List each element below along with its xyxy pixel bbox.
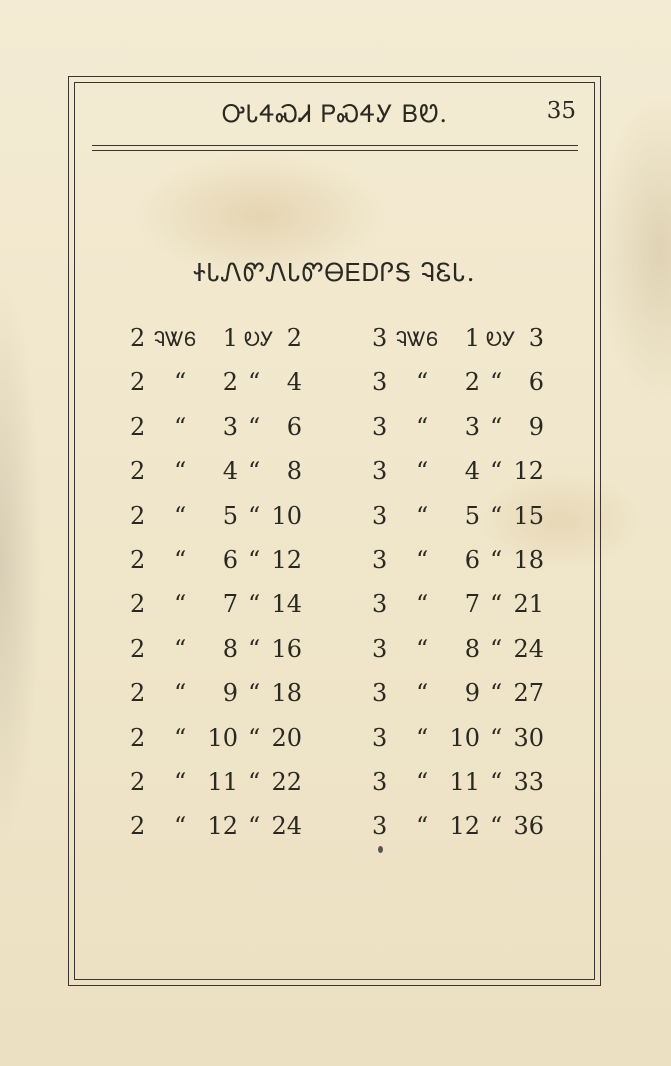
- times-word: “: [416, 368, 429, 397]
- multiplicand: 3: [372, 679, 388, 708]
- product: 24: [271, 812, 302, 841]
- times-word: “: [174, 634, 187, 663]
- times-word: “: [174, 501, 187, 530]
- multiplicand: 3: [372, 368, 388, 397]
- multiplicand: 2: [130, 412, 146, 441]
- product: 14: [271, 590, 302, 619]
- equals-word: “: [490, 457, 503, 486]
- product: 20: [271, 723, 302, 752]
- running-head: [92, 96, 578, 136]
- times-word: “: [174, 812, 187, 841]
- multiplier: 2: [464, 368, 480, 397]
- header-rule: [92, 145, 578, 146]
- equals-word: “: [248, 812, 261, 841]
- multiplicand: 3: [372, 324, 388, 352]
- equals-word: “: [490, 412, 503, 441]
- multiplicand: 2: [130, 590, 146, 619]
- product: 3: [528, 324, 544, 352]
- running-title: ᎤᏓᏎᏍᏗ ᏢᏍᏎᎩ ᏴᏬ.: [221, 100, 449, 128]
- multiplicand: 2: [130, 723, 146, 752]
- times-word: “: [416, 634, 429, 663]
- multiplicand: 2: [130, 634, 146, 663]
- multiplicand: 2: [130, 368, 146, 397]
- header-rule: [92, 150, 578, 151]
- product: 33: [513, 767, 544, 796]
- equals-word: “: [490, 634, 503, 663]
- product: 24: [513, 634, 544, 663]
- multiplier: 10: [207, 723, 238, 752]
- equals-word: “: [248, 590, 261, 619]
- multiplier: 7: [464, 590, 480, 619]
- product: 6: [528, 368, 544, 397]
- times-word: ᎸᏔᏮ: [154, 327, 197, 351]
- equals-word: “: [248, 723, 261, 752]
- multiplier: 11: [449, 767, 480, 796]
- multiplicand: 3: [372, 501, 388, 530]
- times-word: “: [174, 368, 187, 397]
- times-word: “: [416, 545, 429, 574]
- times-word: “: [174, 412, 187, 441]
- multiplicand: 3: [372, 545, 388, 574]
- multiplier: 12: [207, 812, 238, 841]
- product: 8: [286, 457, 302, 486]
- product: 10: [271, 501, 302, 530]
- equals-word: “: [248, 545, 261, 574]
- times-word: “: [416, 412, 429, 441]
- times-word: “: [174, 679, 187, 708]
- equals-word: “: [490, 767, 503, 796]
- ink-speck: [378, 846, 383, 853]
- equals-word: “: [248, 368, 261, 397]
- multiplicand: 2: [130, 679, 146, 708]
- product: 4: [286, 368, 302, 397]
- multiplicand: 3: [372, 457, 388, 486]
- product: 21: [513, 590, 544, 619]
- times-word: “: [416, 767, 429, 796]
- equals-word: “: [248, 457, 261, 486]
- multiplier: 6: [464, 545, 480, 574]
- page-number: 35: [546, 98, 576, 124]
- times-word: “: [416, 812, 429, 841]
- multiplier: 9: [464, 679, 480, 708]
- multiplicand: 3: [372, 812, 388, 841]
- multiplier: 7: [222, 590, 238, 619]
- multiplicand: 2: [130, 501, 146, 530]
- multiplicand: 3: [372, 590, 388, 619]
- equals-word: “: [248, 634, 261, 663]
- equals-word: “: [248, 412, 261, 441]
- multiplicand: 2: [130, 812, 146, 841]
- equals-word: “: [490, 723, 503, 752]
- times-word: “: [174, 457, 187, 486]
- product: 18: [271, 679, 302, 708]
- product: 16: [271, 634, 302, 663]
- times-word: “: [416, 723, 429, 752]
- equals-word: “: [248, 501, 261, 530]
- times-word: “: [416, 679, 429, 708]
- multiplicand: 3: [372, 412, 388, 441]
- multiplicand: 2: [130, 545, 146, 574]
- times-word: “: [174, 545, 187, 574]
- multiplicand: 2: [130, 457, 146, 486]
- multiplicand: 3: [372, 723, 388, 752]
- multiplier: 9: [222, 679, 238, 708]
- times-word: “: [174, 590, 187, 619]
- multiplier: 5: [464, 501, 480, 530]
- product: 12: [271, 545, 302, 574]
- product: 15: [513, 501, 544, 530]
- multiplicand: 2: [130, 324, 146, 352]
- multiplier: 11: [207, 767, 238, 796]
- equals-word: ᎧᎩ: [244, 327, 274, 351]
- table-title: ᏐᏓᏁᏛᏁᏓᏛᎾᎬᎠᎵᎦ ᎸᏋᏓ.: [193, 258, 476, 287]
- equals-word: “: [248, 679, 261, 708]
- times-word: “: [416, 501, 429, 530]
- multiplier: 6: [222, 545, 238, 574]
- page-border-inner: [74, 82, 595, 980]
- product: 22: [271, 767, 302, 796]
- multiplier: 3: [464, 412, 480, 441]
- equals-word: “: [490, 679, 503, 708]
- multiplier: 8: [222, 634, 238, 663]
- product: 27: [513, 679, 544, 708]
- multiplier: 4: [222, 457, 238, 486]
- times-word: “: [416, 590, 429, 619]
- multiplier: 12: [449, 812, 480, 841]
- multiplier: 1: [464, 324, 480, 352]
- equals-word: ᎧᎩ: [486, 327, 516, 351]
- times-word: ᎸᏔᏮ: [396, 327, 439, 351]
- product: 2: [286, 324, 302, 352]
- multiplier: 3: [222, 412, 238, 441]
- equals-word: “: [490, 501, 503, 530]
- multiplicand: 2: [130, 767, 146, 796]
- multiplicand: 3: [372, 767, 388, 796]
- multiplier: 10: [449, 723, 480, 752]
- multiplier: 8: [464, 634, 480, 663]
- product: 6: [286, 412, 302, 441]
- multiplier: 2: [222, 368, 238, 397]
- product: 12: [513, 457, 544, 486]
- equals-word: “: [490, 545, 503, 574]
- multiplier: 4: [464, 457, 480, 486]
- equals-word: “: [490, 368, 503, 397]
- product: 30: [513, 723, 544, 752]
- times-word: “: [174, 767, 187, 796]
- equals-word: “: [490, 590, 503, 619]
- multiplicand: 3: [372, 634, 388, 663]
- equals-word: “: [248, 767, 261, 796]
- times-word: “: [174, 723, 187, 752]
- product: 9: [528, 412, 544, 441]
- times-word: “: [416, 457, 429, 486]
- product: 36: [513, 812, 544, 841]
- multiplier: 5: [222, 501, 238, 530]
- equals-word: “: [490, 812, 503, 841]
- product: 18: [513, 545, 544, 574]
- multiplier: 1: [222, 324, 238, 352]
